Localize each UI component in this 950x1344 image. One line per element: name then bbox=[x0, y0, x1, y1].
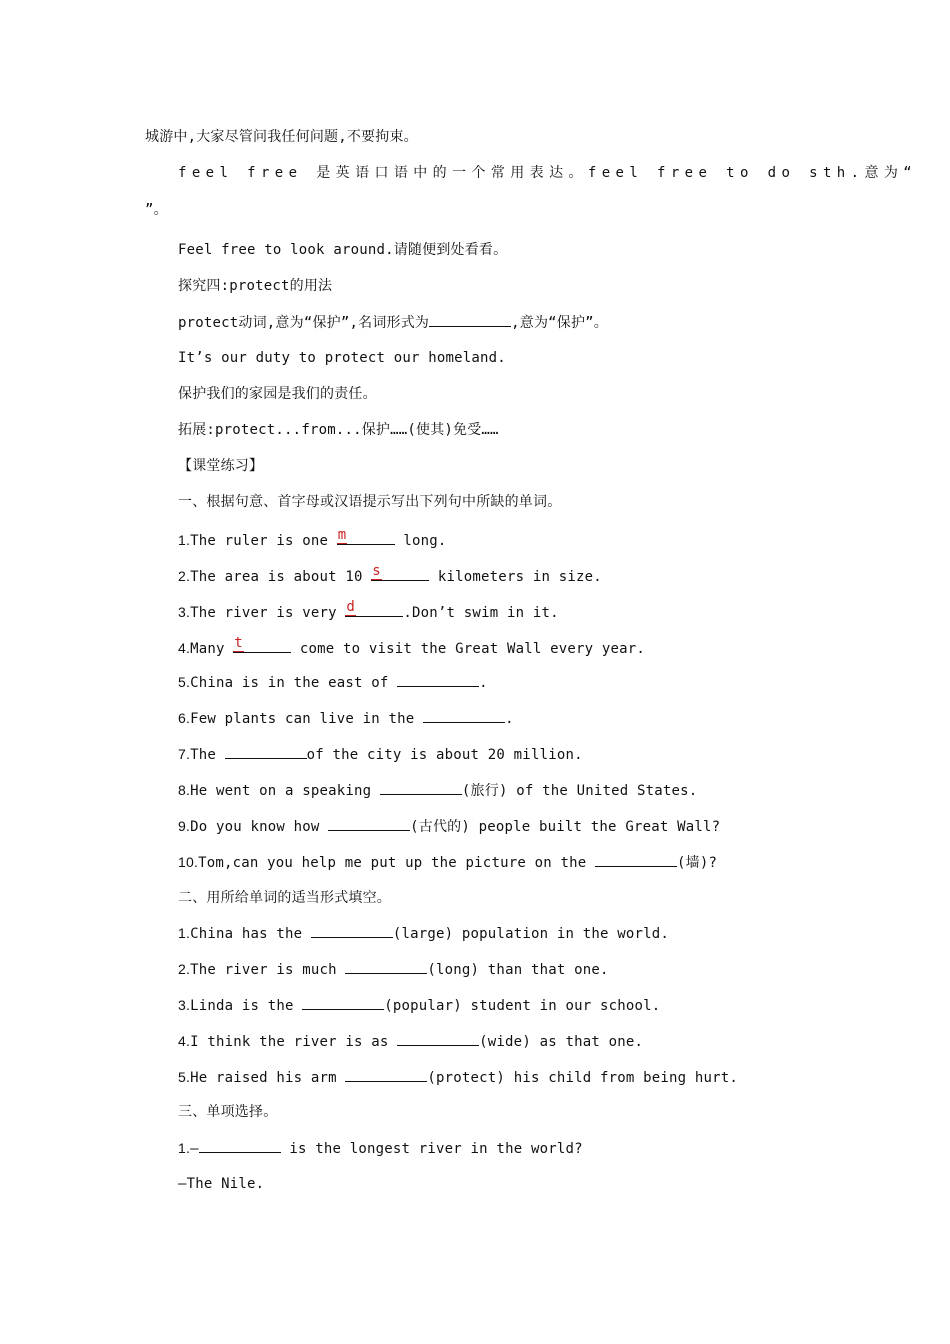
item-text-post: come to visit the Great Wall every year. bbox=[291, 641, 646, 657]
item-number: 5. bbox=[178, 674, 191, 690]
item-text-pre: China is in the east of bbox=[190, 675, 398, 691]
item-text-post: (古代的) people built the Great Wall? bbox=[410, 819, 721, 835]
practice-heading: 【课堂练习】 bbox=[178, 458, 264, 474]
item-text-post: (墙)? bbox=[676, 855, 718, 871]
explore4-title: 探究四:protect的用法 bbox=[178, 278, 333, 294]
s2-item-4 bbox=[178, 1031, 643, 1052]
section2-title: 二、用所给单词的适当形式填空。 bbox=[178, 890, 391, 906]
answer-blank[interactable] bbox=[225, 744, 307, 759]
item-text-pre: He went on a speaking bbox=[190, 783, 380, 799]
answer-blank[interactable] bbox=[328, 816, 410, 831]
intro-line-1: 城游中,大家尽管问我任何问题,不要拘束。 bbox=[145, 129, 418, 145]
answer-blank[interactable] bbox=[380, 780, 462, 795]
item-number: 10. bbox=[178, 854, 199, 870]
item-text-post: (protect) his child from being hurt. bbox=[427, 1070, 739, 1086]
item-text-pre: Linda is the bbox=[190, 998, 303, 1014]
item-text-post: (popular) student in our school. bbox=[384, 998, 661, 1014]
explore4-definition-post: ,意为“保护”。 bbox=[511, 315, 609, 331]
s1-item-6 bbox=[178, 708, 514, 729]
item-text-pre: The bbox=[190, 747, 225, 763]
item-number: 5. bbox=[178, 1069, 191, 1085]
s1-item-8 bbox=[178, 780, 697, 801]
item-text-pre: I think the river is as bbox=[190, 1034, 398, 1050]
item-number: 9. bbox=[178, 818, 191, 834]
explore4-definition bbox=[178, 312, 608, 333]
item-text-post: is the longest river in the world? bbox=[280, 1141, 583, 1157]
item-text-post: (large) population in the world. bbox=[392, 926, 670, 942]
item-text-pre: — bbox=[190, 1141, 199, 1157]
s2-item-5 bbox=[178, 1067, 738, 1088]
item-text-post: long. bbox=[394, 533, 447, 549]
item-number: 4. bbox=[178, 1033, 191, 1049]
answer-blank[interactable] bbox=[199, 1138, 281, 1153]
first-letter-hint: m bbox=[337, 527, 347, 543]
first-letter-hint: d bbox=[346, 599, 356, 615]
first-letter-hint: s bbox=[372, 563, 381, 579]
s3-item-1 bbox=[178, 1138, 583, 1159]
answer-blank[interactable] bbox=[371, 564, 429, 581]
explore4-example-zh: 保护我们的家园是我们的责任。 bbox=[178, 386, 377, 402]
s1-item-4 bbox=[178, 636, 645, 659]
item-text-pre: Few plants can live in the bbox=[190, 711, 424, 727]
section1-title: 一、根据句意、首字母或汉语提示写出下列句中所缺的单词。 bbox=[178, 494, 562, 510]
item-text-pre: Do you know how bbox=[190, 819, 329, 835]
item-text-pre: Tom,can you help me put up the picture on the bbox=[198, 855, 595, 871]
intro-line-2: feel free 是英语口语中的一个常用表达。feel free to do sth.意为“ bbox=[178, 165, 918, 181]
answer-blank[interactable] bbox=[233, 636, 291, 653]
explore4-extension: 拓展:protect...from...保护……(使其)免受…… bbox=[178, 422, 499, 438]
item-text-pre: He raised his arm bbox=[190, 1070, 346, 1086]
item-text-pre: China has the bbox=[190, 926, 311, 942]
s1-item-7 bbox=[178, 744, 583, 765]
answer-blank[interactable] bbox=[345, 959, 427, 974]
item-number: 8. bbox=[178, 782, 191, 798]
item-number: 1. bbox=[178, 532, 191, 548]
item-number: 3. bbox=[178, 604, 191, 620]
answer-blank[interactable] bbox=[302, 995, 384, 1010]
item-text-post: (wide) as that one. bbox=[479, 1034, 644, 1050]
answer-blank[interactable] bbox=[397, 672, 479, 687]
item-number: 1. bbox=[178, 1140, 191, 1156]
item-text-post: . bbox=[479, 675, 488, 691]
s2-item-2 bbox=[178, 959, 609, 980]
noun-form-blank[interactable] bbox=[429, 312, 511, 327]
first-letter-hint: t bbox=[234, 635, 243, 651]
item-text-post: (旅行) of the United States. bbox=[461, 783, 698, 799]
answer-blank[interactable] bbox=[337, 528, 395, 545]
answer-blank[interactable] bbox=[345, 600, 403, 617]
item-text-post: of the city is about 20 million. bbox=[306, 747, 583, 763]
s1-item-2 bbox=[178, 564, 602, 587]
item-text-post: . bbox=[505, 711, 514, 727]
item-number: 1. bbox=[178, 925, 191, 941]
item-text-pre: The river is much bbox=[190, 962, 346, 978]
item-number: 2. bbox=[178, 568, 191, 584]
intro-example: Feel free to look around.请随便到处看看。 bbox=[178, 242, 508, 258]
s1-item-1 bbox=[178, 528, 447, 551]
explore4-example-en: It’s our duty to protect our homeland. bbox=[178, 350, 506, 366]
item-text-post: (long) than that one. bbox=[427, 962, 609, 978]
item-number: 6. bbox=[178, 710, 191, 726]
item-text-pre: The river is very bbox=[190, 605, 346, 621]
answer-blank[interactable] bbox=[595, 852, 677, 867]
s1-item-10 bbox=[178, 852, 717, 873]
item-number: 3. bbox=[178, 997, 191, 1013]
item-number: 7. bbox=[178, 746, 191, 762]
answer-blank[interactable] bbox=[311, 923, 393, 938]
s1-item-9 bbox=[178, 816, 720, 837]
answer-blank[interactable] bbox=[345, 1067, 427, 1082]
s2-item-1 bbox=[178, 923, 669, 944]
s2-item-3 bbox=[178, 995, 660, 1016]
intro-line-3: ”。 bbox=[145, 202, 168, 218]
item-number: 4. bbox=[178, 640, 191, 656]
s3-item-1-answer: —The Nile. bbox=[178, 1176, 265, 1192]
item-number: 2. bbox=[178, 961, 191, 977]
item-text-pre: Many bbox=[190, 641, 234, 657]
answer-blank[interactable] bbox=[423, 708, 505, 723]
item-text-pre: The ruler is one bbox=[190, 533, 337, 549]
s1-item-5 bbox=[178, 672, 488, 693]
s1-item-3 bbox=[178, 600, 559, 623]
item-text-post: kilometers in size. bbox=[429, 569, 602, 585]
explore4-definition-pre: protect动词,意为“保护”,名词形式为 bbox=[178, 315, 430, 331]
item-text-pre: The area is about 10 bbox=[190, 569, 372, 585]
answer-blank[interactable] bbox=[397, 1031, 479, 1046]
item-text-post: .Don’t swim in it. bbox=[403, 605, 559, 621]
section3-title: 三、单项选择。 bbox=[178, 1104, 278, 1120]
